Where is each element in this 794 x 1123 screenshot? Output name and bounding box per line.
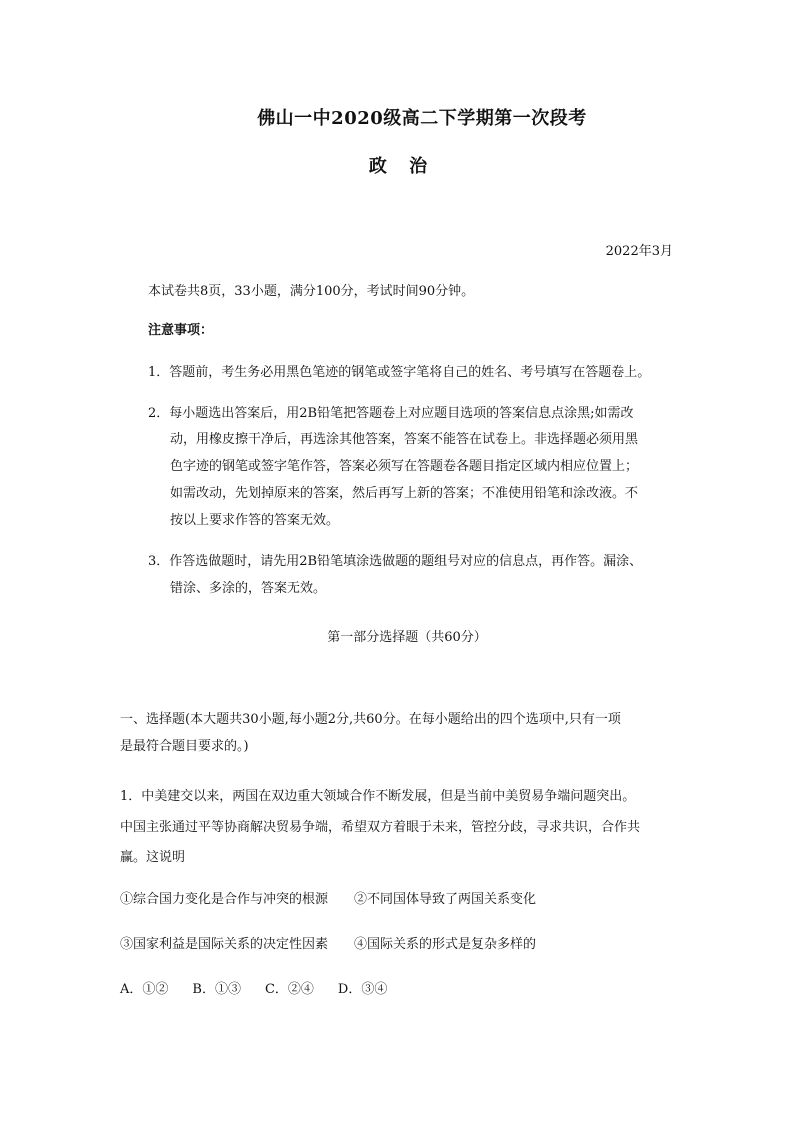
exam-subject: 政 治 — [368, 156, 436, 177]
notice-item-3-line: 3．作答选做题时，请先用2B铅笔填涂选做题的题组号对应的信息点，再作答。漏涂、 — [148, 554, 643, 569]
exam-date: 2022年3月 — [605, 244, 673, 259]
question-1-stem-line: 1．中美建交以来，两国在双边重大领域合作不断发展，但是当前中美贸易争端问题突出。 — [120, 789, 636, 804]
option-d[interactable]: D．③④ — [337, 982, 388, 997]
notice-item-2-line: 如需改动，先划掉原来的答案，然后再写上新的答案；不准使用铅笔和涂改液。不 — [170, 486, 639, 501]
notice-item-2-line: 2．每小题选出答案后，用2B铅笔把答题卷上对应题目选项的答案信息点涂黑;如需改 — [148, 406, 634, 421]
option-c[interactable]: C．②④ — [264, 982, 314, 997]
notice-item-2-line: 按以上要求作答的答案无效。 — [170, 513, 340, 528]
question-1-stem-line: 赢。这说明 — [120, 850, 186, 865]
question-1-stem-line: 中国主张通过平等协商解决贸易争端，希望双方着眼于未来，管控分歧，寻求共识，合作共 — [120, 820, 641, 835]
statement-3: ③国家利益是国际关系的决定性因素 — [120, 937, 329, 952]
notice-item-2-line: 动，用橡皮擦干净后，再选涂其他答案，答案不能答在试卷上。非选择题必须用黑 — [170, 432, 639, 447]
section-title: 第一部分选择题（共60分） — [327, 630, 487, 645]
part-one-instruction-line: 是最符合题目要求的。) — [120, 739, 249, 754]
option-b[interactable]: B．①③ — [192, 982, 241, 997]
part-one-instruction-line: 一、选择题(本大题共30小题,每小题2分,共60分。在每小题给出的四个选项中,只有一项 — [120, 712, 621, 727]
question-1-statements-row — [120, 935, 536, 955]
question-1-statements-row — [120, 890, 536, 910]
exam-intro: 本试卷共8页，33小题，满分100分，考试时间90分钟。 — [148, 284, 475, 299]
notice-item-1: 1．答题前，考生务必用黑色笔迹的钢笔或签字笔将自己的姓名、考号填写在答题卷上。 — [148, 365, 651, 380]
notice-heading: 注意事项： — [148, 323, 214, 338]
statement-1: ①综合国力变化是合作与冲突的根源 — [120, 892, 329, 907]
statement-4: ④国际关系的形式是复杂多样的 — [354, 937, 537, 952]
option-a[interactable]: A．①② — [120, 982, 169, 997]
notice-item-3-line: 错涂、多涂的，答案无效。 — [170, 581, 327, 596]
question-1-options — [120, 980, 411, 1000]
statement-2: ②不同国体导致了两国关系变化 — [354, 892, 537, 907]
notice-item-2-line: 色字迹的钢笔或签字笔作答，答案必须写在答题卷各题目指定区域内相应位置上； — [170, 459, 639, 474]
exam-title: 佛山一中2020级高二下学期第一次段考 — [257, 108, 587, 129]
